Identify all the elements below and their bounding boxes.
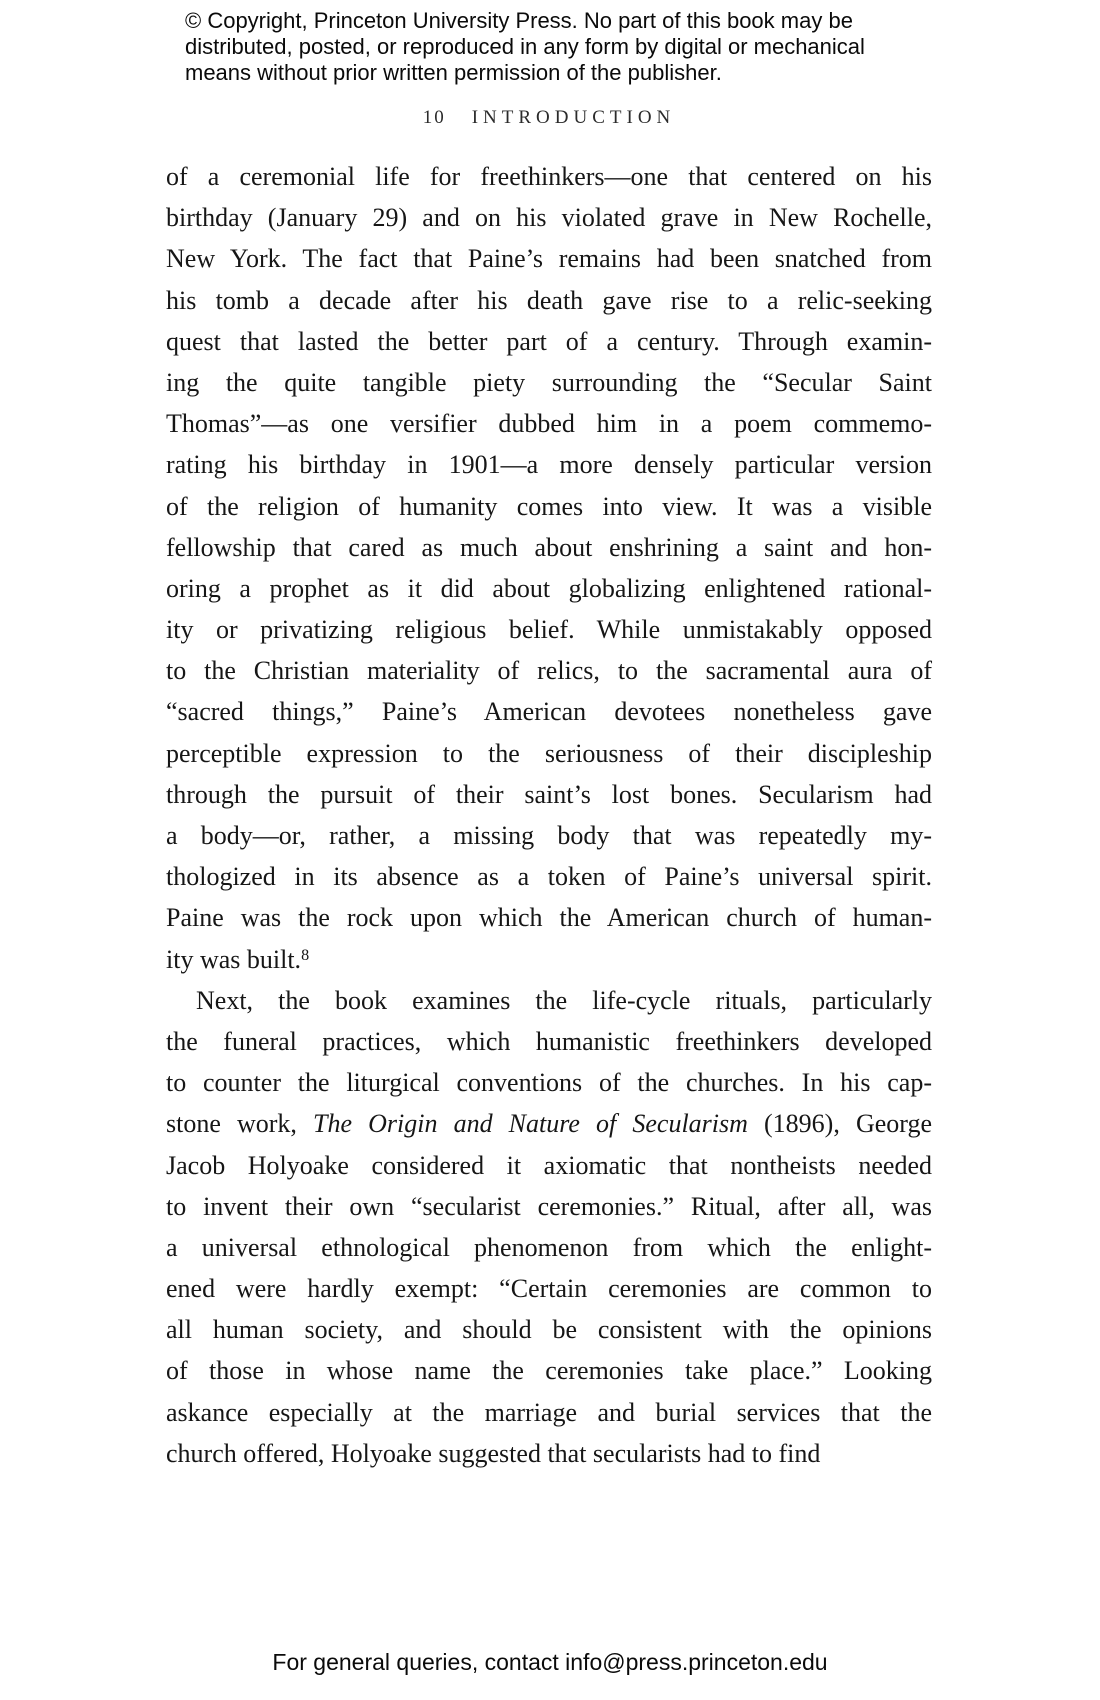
body-line: to the Christian materiality of relics, to the sacramental aura of [166,656,932,686]
body-line: to invent their own “secularist ceremonies.” Ritual, after all, was [166,1191,932,1221]
copyright-line: © Copyright, Princeton University Press. No part of this book may be [185,8,853,33]
body-line: thologized in its absence as a token of Paine’s universal spirit. [166,862,932,892]
body-line: New York. The fact that Paine’s remains had been snatched from [166,244,932,274]
body-line: a body—or, rather, a missing body that was repeatedly my- [166,821,932,850]
body-line: through the pursuit of their saint’s lost bones. Secularism had [166,779,932,809]
body-line: ity or privatizing religious belief. While unmistakably opposed [166,615,932,645]
body-line: church offered, Holyoake suggested that secularists had to find [166,1438,821,1468]
body-line: Paine was the rock upon which the American church of human- [166,903,932,933]
body-line: askance especially at the marriage and burial services that the [166,1397,932,1427]
body-line: perceptible expression to the seriousness of their discipleship [166,738,932,768]
body-line: birthday (January 29) and on his violated grave in New Rochelle, [166,203,932,233]
body-line: rating his birthday in 1901—a more densely particular version [166,450,932,480]
body-line: a universal ethnological phenomenon from which the enlight- [166,1232,932,1262]
body-line: all human society, and should be consistent with the opinions [166,1315,932,1345]
body-line: of those in whose name the ceremonies take place.” Looking [166,1356,932,1386]
running-head [166,107,932,129]
copyright-notice [185,8,865,86]
copyright-line: means without prior written permission of the publisher. [185,60,722,85]
body-line: stone work, The Origin and Nature of Secularism (1896), George [166,1109,932,1139]
page-number: 10 [422,107,446,128]
body-line: ened were hardly exempt: “Certain ceremonies are common to [166,1274,932,1304]
body-line: of the religion of humanity comes into view. It was a visible [166,491,932,521]
body-line: his tomb a decade after his death gave rise to a relic-seeking [166,285,932,315]
body-line: of a ceremonial life for freethinkers—one that centered on his [166,162,932,191]
body-line: ity was built.$^8$ [166,944,310,974]
footer-contact: For general queries, contact info@press.princeton.edu [272,1649,828,1675]
body-line: ing the quite tangible piety surrounding the “Secular Saint [166,367,932,397]
body-line: the funeral practices, which humanistic freethinkers developed [166,1026,932,1056]
body-line: Thomas”—as one versifier dubbed him in a poem commemo- [166,409,932,439]
copyright-line: distributed, posted, or reproduced in any form by digital or mechanical [185,34,865,59]
body-line: quest that lasted the better part of a century. Through examin- [166,326,932,356]
body-text [166,156,932,1474]
body-line: “sacred things,” Paine’s American devotees nonetheless gave [166,697,932,727]
body-line: oring a prophet as it did about globalizing enlightened rational- [166,573,932,603]
body-line: fellowship that cared as much about enshrining a saint and hon- [166,532,932,562]
body-line: Next, the book examines the life-cycle rituals, particularly [196,985,932,1015]
chapter-title: INTRODUCTION [471,107,676,128]
body-line: to counter the liturgical conventions of the churches. In his cap- [166,1068,932,1098]
body-line: Jacob Holyoake considered it axiomatic that nontheists needed [166,1150,932,1180]
